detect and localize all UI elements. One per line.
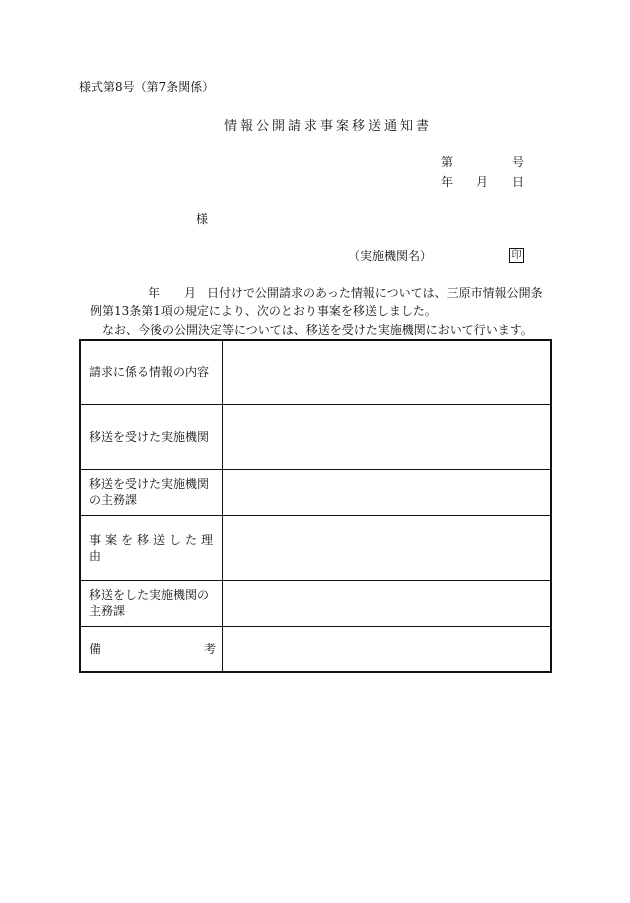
- row-label-transfer-reason: 事案を移送した理由: [80, 515, 223, 580]
- table-row: [80, 515, 551, 580]
- request-date-month: 月: [184, 286, 197, 300]
- table-row: [80, 340, 551, 404]
- row-value-receiving-agency[interactable]: [223, 404, 552, 469]
- row-label-transferring-division: 移送をした実施機関の 主務課: [80, 580, 223, 626]
- row-value-receiving-division[interactable]: [223, 469, 552, 515]
- body-text-line-1: 日付けで公開請求のあった情報については、三原市情報公開条: [207, 286, 543, 300]
- agency-name-label: （実施機関名）: [348, 249, 433, 263]
- issue-date-month: 月: [476, 175, 489, 189]
- table-row: [80, 469, 551, 515]
- document-number-prefix: 第: [441, 155, 454, 169]
- document-title: 情報公開請求事案移送通知書: [224, 119, 433, 134]
- form-number: 様式第8号（第7条関係）: [79, 80, 215, 94]
- table-row: [80, 626, 551, 672]
- issue-date-year: 年: [441, 175, 454, 189]
- request-date-year: 年: [148, 286, 161, 300]
- row-label-remarks: 備 考: [80, 626, 223, 672]
- row-label-receiving-agency: 移送を受けた実施機関: [80, 404, 223, 469]
- transfer-details-table: [79, 339, 552, 673]
- issue-date-day: 日: [512, 175, 525, 189]
- addressee-honorific: 様: [196, 212, 209, 226]
- table-row: [80, 404, 551, 469]
- row-value-remarks[interactable]: [223, 626, 552, 672]
- body-text-line-2: 例第13条第1項の規定により、次のとおり事案を移送しました。: [90, 304, 437, 318]
- row-value-transferring-division[interactable]: [223, 580, 552, 626]
- row-label-requested-info: 請求に係る情報の内容: [80, 340, 223, 404]
- seal-mark: 印: [509, 248, 524, 263]
- table-row: [80, 580, 551, 626]
- row-label-receiving-division: 移送を受けた実施機関 の主務課: [80, 469, 223, 515]
- document-number-suffix: 号: [512, 155, 525, 169]
- row-value-transfer-reason[interactable]: [223, 515, 552, 580]
- row-value-requested-info[interactable]: [223, 340, 552, 404]
- body-text-line-3: なお、今後の公開決定等については、移送を受けた実施機関において行います。: [102, 323, 533, 337]
